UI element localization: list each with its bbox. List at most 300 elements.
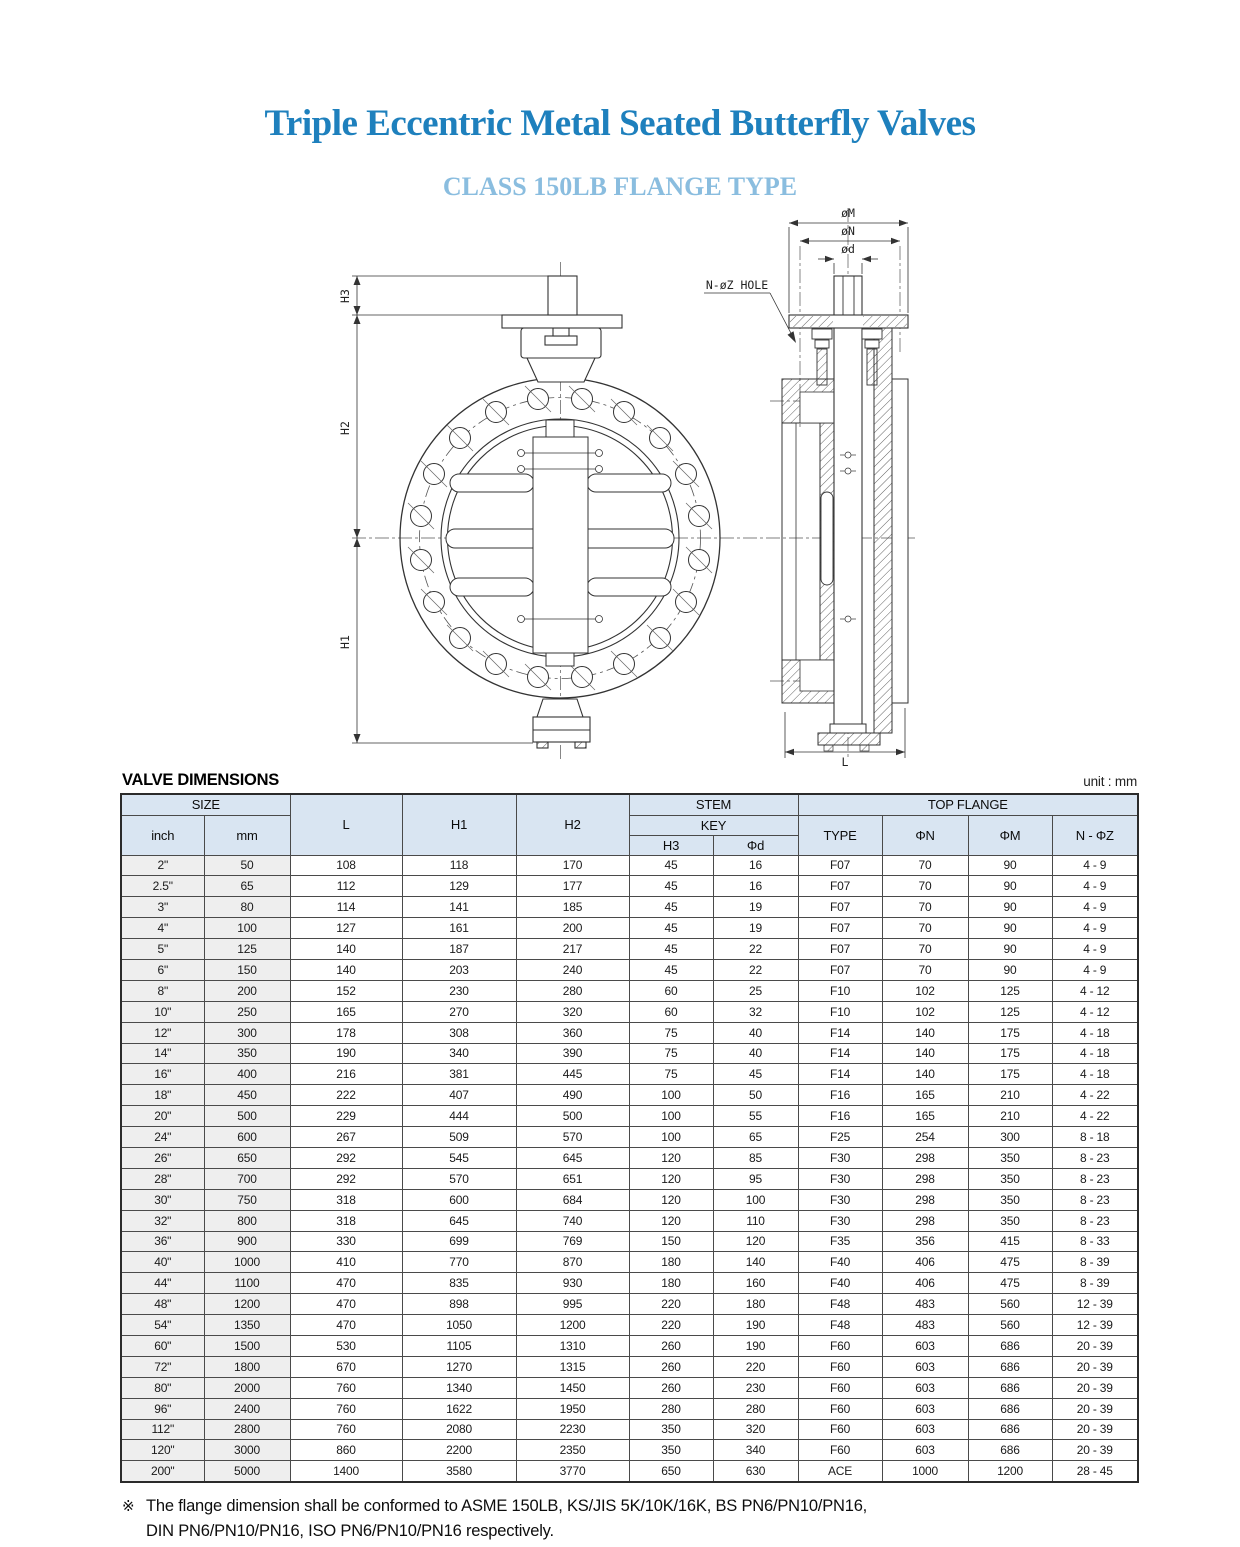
table-cell: 125 — [204, 939, 290, 960]
table-cell: 165 — [290, 1001, 402, 1022]
table-cell: 12 - 39 — [1052, 1315, 1138, 1336]
table-cell: 2000 — [204, 1377, 290, 1398]
table-cell: 96" — [121, 1398, 204, 1419]
table-cell: 110 — [713, 1210, 798, 1231]
table-cell: 8 - 33 — [1052, 1231, 1138, 1252]
table-cell: 28" — [121, 1168, 204, 1189]
valve-drawing-svg — [330, 195, 1130, 785]
table-row — [121, 1356, 1138, 1377]
table-cell: 160 — [713, 1273, 798, 1294]
table-cell: 483 — [882, 1294, 968, 1315]
table-cell: 350 — [629, 1440, 713, 1461]
table-cell: 2.5" — [121, 876, 204, 897]
table-cell: 140 — [290, 959, 402, 980]
table-cell: 175 — [968, 1043, 1052, 1064]
table-cell: 20 - 39 — [1052, 1419, 1138, 1440]
table-cell: 45 — [713, 1064, 798, 1085]
dim-label-dia-n: øN — [841, 224, 855, 238]
table-cell: 650 — [629, 1461, 713, 1482]
table-cell: 475 — [968, 1252, 1052, 1273]
table-cell: 180 — [629, 1273, 713, 1294]
table-cell: F48 — [798, 1294, 882, 1315]
table-cell: 45 — [629, 897, 713, 918]
table-cell: F07 — [798, 939, 882, 960]
table-cell: 140 — [882, 1022, 968, 1043]
table-cell: 44" — [121, 1273, 204, 1294]
table-row — [121, 1064, 1138, 1085]
table-row — [121, 939, 1138, 960]
table-cell: 32 — [713, 1001, 798, 1022]
table-cell: 470 — [290, 1294, 402, 1315]
table-cell: 210 — [968, 1085, 1052, 1106]
table-row — [121, 1043, 1138, 1064]
header-inch: inch — [121, 815, 204, 855]
table-cell: 60 — [629, 980, 713, 1001]
table-cell: 70 — [882, 876, 968, 897]
table-cell: 350 — [968, 1210, 1052, 1231]
table-cell: F14 — [798, 1064, 882, 1085]
table-row — [121, 1440, 1138, 1461]
table-cell: 100 — [204, 918, 290, 939]
table-cell: 45 — [629, 876, 713, 897]
header-top-flange: TOP FLANGE — [798, 794, 1138, 815]
table-cell: 292 — [290, 1147, 402, 1168]
table-row — [121, 1273, 1138, 1294]
bottom-cover — [818, 733, 880, 745]
table-cell: 740 — [516, 1210, 629, 1231]
table-cell: 20 - 39 — [1052, 1440, 1138, 1461]
table-row — [121, 1106, 1138, 1127]
table-cell: 70 — [882, 855, 968, 876]
table-row — [121, 1001, 1138, 1022]
table-cell: 8 - 23 — [1052, 1210, 1138, 1231]
table-cell: 127 — [290, 918, 402, 939]
footnote — [122, 1494, 1022, 1544]
table-title: VALVE DIMENSIONS — [122, 770, 279, 789]
table-cell: 250 — [204, 1001, 290, 1022]
dim-label-h2: H2 — [338, 421, 352, 435]
table-cell: 760 — [290, 1398, 402, 1419]
table-cell: 50 — [713, 1085, 798, 1106]
table-cell: 2" — [121, 855, 204, 876]
table-cell: 217 — [516, 939, 629, 960]
table-cell: 350 — [968, 1189, 1052, 1210]
table-row — [121, 1461, 1138, 1482]
table-cell: 4 - 9 — [1052, 918, 1138, 939]
header-key: KEY — [629, 815, 798, 835]
table-cell: 229 — [290, 1106, 402, 1127]
table-cell: 120 — [629, 1189, 713, 1210]
table-cell: 36" — [121, 1231, 204, 1252]
table-body — [121, 855, 1138, 1482]
table-cell: 114 — [290, 897, 402, 918]
table-cell: 835 — [402, 1273, 516, 1294]
table-cell: 1270 — [402, 1356, 516, 1377]
table-cell: 760 — [290, 1377, 402, 1398]
table-cell: 175 — [968, 1022, 1052, 1043]
table-cell: 686 — [968, 1377, 1052, 1398]
table-cell: 161 — [402, 918, 516, 939]
table-cell: 330 — [290, 1231, 402, 1252]
table-cell: 20" — [121, 1106, 204, 1127]
table-cell: 2200 — [402, 1440, 516, 1461]
table-cell: 200 — [516, 918, 629, 939]
table-cell: 22 — [713, 939, 798, 960]
dim-label-h1: H1 — [338, 635, 352, 649]
table-cell: F48 — [798, 1315, 882, 1336]
table-cell: 1950 — [516, 1398, 629, 1419]
table-cell: 125 — [968, 980, 1052, 1001]
table-cell: F14 — [798, 1022, 882, 1043]
table-row — [121, 980, 1138, 1001]
table-cell: 90 — [968, 855, 1052, 876]
table-cell: 129 — [402, 876, 516, 897]
table-cell: 1000 — [204, 1252, 290, 1273]
table-cell: 4 - 9 — [1052, 876, 1138, 897]
header-phi-n: ΦN — [882, 815, 968, 855]
table-cell: F60 — [798, 1419, 882, 1440]
table-cell: 350 — [204, 1043, 290, 1064]
table-cell: 770 — [402, 1252, 516, 1273]
table-cell: 340 — [402, 1043, 516, 1064]
table-cell: 270 — [402, 1001, 516, 1022]
table-cell: 3000 — [204, 1440, 290, 1461]
dim-label-h3: H3 — [338, 289, 352, 303]
table-cell: 120 — [629, 1147, 713, 1168]
table-cell: 267 — [290, 1127, 402, 1148]
table-cell: 280 — [629, 1398, 713, 1419]
table-cell: 180 — [713, 1294, 798, 1315]
table-cell: 686 — [968, 1440, 1052, 1461]
table-cell: 19 — [713, 897, 798, 918]
table-cell: 2800 — [204, 1419, 290, 1440]
table-cell: 600 — [204, 1127, 290, 1148]
table-cell: 95 — [713, 1168, 798, 1189]
table-cell: 280 — [713, 1398, 798, 1419]
table-cell: 75 — [629, 1022, 713, 1043]
footnote-line1: The flange dimension shall be conformed to ASME 150LB, KS/JIS 5K/10K/16K, BS PN6/PN10/PN16, — [146, 1497, 868, 1515]
table-cell: 8" — [121, 980, 204, 1001]
table-row — [121, 1085, 1138, 1106]
table-cell: 20 - 39 — [1052, 1377, 1138, 1398]
table-cell: 500 — [204, 1106, 290, 1127]
table-row — [121, 1377, 1138, 1398]
table-cell: 190 — [290, 1043, 402, 1064]
table-cell: 40 — [713, 1022, 798, 1043]
table-cell: F60 — [798, 1377, 882, 1398]
table-cell: 48" — [121, 1294, 204, 1315]
table-cell: 102 — [882, 1001, 968, 1022]
table-cell: 300 — [968, 1127, 1052, 1148]
side-stem — [834, 276, 862, 728]
table-cell: 1315 — [516, 1356, 629, 1377]
header-phi-m: ΦM — [968, 815, 1052, 855]
header-l: L — [290, 794, 402, 855]
side-view — [782, 276, 908, 751]
table-cell: 1200 — [204, 1294, 290, 1315]
table-cell: 19 — [713, 918, 798, 939]
table-cell: 20 - 39 — [1052, 1398, 1138, 1419]
table-cell: 80" — [121, 1377, 204, 1398]
table-cell: 630 — [713, 1461, 798, 1482]
table-cell: 8 - 23 — [1052, 1189, 1138, 1210]
table-cell: 8 - 39 — [1052, 1252, 1138, 1273]
table-cell: F30 — [798, 1189, 882, 1210]
table-cell: 898 — [402, 1294, 516, 1315]
table-cell: 45 — [629, 959, 713, 980]
table-cell: 280 — [516, 980, 629, 1001]
table-cell: 483 — [882, 1315, 968, 1336]
table-cell: 340 — [713, 1440, 798, 1461]
table-cell: 200" — [121, 1461, 204, 1482]
table-cell: 200 — [204, 980, 290, 1001]
table-cell: 90 — [968, 897, 1052, 918]
header-h3: H3 — [629, 835, 713, 855]
unit-label: unit : mm — [1083, 774, 1137, 789]
table-cell: 1350 — [204, 1315, 290, 1336]
table-cell: 40" — [121, 1252, 204, 1273]
table-cell: F30 — [798, 1210, 882, 1231]
table-cell: 292 — [290, 1168, 402, 1189]
table-cell: 40 — [713, 1043, 798, 1064]
table-cell: 356 — [882, 1231, 968, 1252]
table-cell: 4 - 18 — [1052, 1043, 1138, 1064]
table-cell: 100 — [713, 1189, 798, 1210]
table-cell: 210 — [968, 1106, 1052, 1127]
table-cell: 1000 — [882, 1461, 968, 1482]
table-cell: F40 — [798, 1252, 882, 1273]
table-cell: F40 — [798, 1273, 882, 1294]
table-cell: 150 — [204, 959, 290, 980]
table-cell: 6" — [121, 959, 204, 980]
table-cell: 4 - 12 — [1052, 1001, 1138, 1022]
table-cell: 686 — [968, 1419, 1052, 1440]
table-cell: 90 — [968, 876, 1052, 897]
table-cell: 490 — [516, 1085, 629, 1106]
page-title: Triple Eccentric Metal Seated Butterfly Valves — [264, 103, 976, 144]
table-cell: 560 — [968, 1294, 1052, 1315]
table-cell: 2080 — [402, 1419, 516, 1440]
flange-face-right — [892, 379, 908, 703]
table-row — [121, 959, 1138, 980]
table-cell: 8 - 39 — [1052, 1273, 1138, 1294]
valve-technical-drawing — [330, 195, 1130, 785]
table-cell: 1200 — [516, 1315, 629, 1336]
table-cell: 70 — [882, 918, 968, 939]
header-h2: H2 — [516, 794, 629, 855]
dim-label-n-z-hole: N-øZ HOLE — [705, 278, 769, 292]
table-cell: 800 — [204, 1210, 290, 1231]
table-cell: 603 — [882, 1419, 968, 1440]
table-cell: 60" — [121, 1335, 204, 1356]
table-cell: 177 — [516, 876, 629, 897]
table-cell: 760 — [290, 1419, 402, 1440]
header-n-phi-z: N - ΦZ — [1052, 815, 1138, 855]
table-cell: F60 — [798, 1440, 882, 1461]
table-row — [121, 1168, 1138, 1189]
table-cell: 570 — [402, 1168, 516, 1189]
front-stem — [548, 276, 577, 315]
front-dimensions — [352, 276, 548, 743]
table-cell: 700 — [204, 1168, 290, 1189]
table-cell: 216 — [290, 1064, 402, 1085]
table-cell: 603 — [882, 1398, 968, 1419]
table-cell: 90 — [968, 939, 1052, 960]
table-cell: 50 — [204, 855, 290, 876]
table-cell: 1500 — [204, 1335, 290, 1356]
table-row — [121, 1398, 1138, 1419]
table-cell: 22 — [713, 959, 798, 980]
table-cell: 85 — [713, 1147, 798, 1168]
footnote-line2: DIN PN6/PN10/PN16, ISO PN6/PN10/PN16 respectively. — [146, 1522, 554, 1540]
table-cell: 686 — [968, 1335, 1052, 1356]
table-cell: 320 — [713, 1419, 798, 1440]
table-cell: 260 — [629, 1377, 713, 1398]
table-cell: 260 — [629, 1335, 713, 1356]
table-cell: 55 — [713, 1106, 798, 1127]
table-row — [121, 1231, 1138, 1252]
table-cell: 16 — [713, 876, 798, 897]
table-cell: 350 — [629, 1419, 713, 1440]
table-cell: 187 — [402, 939, 516, 960]
table-cell: 170 — [516, 855, 629, 876]
header-type: TYPE — [798, 815, 882, 855]
table-cell: 70 — [882, 939, 968, 960]
table-cell: 150 — [629, 1231, 713, 1252]
table-row — [121, 918, 1138, 939]
table-cell: 220 — [629, 1315, 713, 1336]
table-cell: F25 — [798, 1127, 882, 1148]
table-cell: F16 — [798, 1106, 882, 1127]
table-cell: 603 — [882, 1377, 968, 1398]
table-header — [121, 794, 1138, 855]
table-cell: 180 — [629, 1252, 713, 1273]
table-cell: 298 — [882, 1147, 968, 1168]
table-cell: 930 — [516, 1273, 629, 1294]
table-cell: 100 — [629, 1085, 713, 1106]
table-cell: 769 — [516, 1231, 629, 1252]
disc-edge — [821, 492, 833, 585]
table-cell: 415 — [968, 1231, 1052, 1252]
table-cell: 470 — [290, 1273, 402, 1294]
dim-label-l: L — [841, 755, 849, 769]
table-cell: 32" — [121, 1210, 204, 1231]
table-cell: 120" — [121, 1440, 204, 1461]
table-cell: 3580 — [402, 1461, 516, 1482]
table-cell: F07 — [798, 959, 882, 980]
table-cell: 120 — [713, 1231, 798, 1252]
table-cell: 254 — [882, 1127, 968, 1148]
table-cell: 12 - 39 — [1052, 1294, 1138, 1315]
table-cell: 20 - 39 — [1052, 1356, 1138, 1377]
table-cell: 298 — [882, 1189, 968, 1210]
table-cell: 406 — [882, 1252, 968, 1273]
table-cell: 4 - 9 — [1052, 939, 1138, 960]
table-cell: 4" — [121, 918, 204, 939]
table-cell: 1340 — [402, 1377, 516, 1398]
table-cell: 5000 — [204, 1461, 290, 1482]
table-cell: 1400 — [290, 1461, 402, 1482]
table-cell: 100 — [629, 1106, 713, 1127]
body-wall-right — [874, 328, 892, 733]
table-cell: 220 — [713, 1356, 798, 1377]
table-cell: F16 — [798, 1085, 882, 1106]
table-cell: 260 — [629, 1356, 713, 1377]
table-row — [121, 1252, 1138, 1273]
table-cell: 570 — [516, 1127, 629, 1148]
table-cell: 112 — [290, 876, 402, 897]
header-h1: H1 — [402, 794, 516, 855]
table-cell: 470 — [290, 1315, 402, 1336]
table-cell: F60 — [798, 1356, 882, 1377]
table-cell: F60 — [798, 1398, 882, 1419]
table-cell: 545 — [402, 1147, 516, 1168]
table-cell: 14" — [121, 1043, 204, 1064]
table-cell: F10 — [798, 980, 882, 1001]
table-cell: 4 - 18 — [1052, 1064, 1138, 1085]
table-cell: 75 — [629, 1043, 713, 1064]
table-cell: 360 — [516, 1022, 629, 1043]
table-cell: 600 — [402, 1189, 516, 1210]
table-row — [121, 897, 1138, 918]
table-cell: 152 — [290, 980, 402, 1001]
table-cell: 230 — [402, 980, 516, 1001]
table-cell: 651 — [516, 1168, 629, 1189]
table-cell: 900 — [204, 1231, 290, 1252]
table-row — [121, 1294, 1138, 1315]
table-row — [121, 855, 1138, 876]
table-cell: 650 — [204, 1147, 290, 1168]
table-cell: 141 — [402, 897, 516, 918]
table-cell: 509 — [402, 1127, 516, 1148]
table-cell: 4 - 9 — [1052, 855, 1138, 876]
table-cell: 4 - 22 — [1052, 1106, 1138, 1127]
table-cell: 350 — [968, 1168, 1052, 1189]
table-cell: 90 — [968, 959, 1052, 980]
table-cell: F10 — [798, 1001, 882, 1022]
table-cell: 298 — [882, 1168, 968, 1189]
table-cell: 60 — [629, 1001, 713, 1022]
table-cell: 350 — [968, 1147, 1052, 1168]
table-row — [121, 1189, 1138, 1210]
table-cell: 1050 — [402, 1315, 516, 1336]
table-cell: 65 — [204, 876, 290, 897]
table-cell: 300 — [204, 1022, 290, 1043]
table-cell: 190 — [713, 1335, 798, 1356]
table-row — [121, 1315, 1138, 1336]
table-cell: 410 — [290, 1252, 402, 1273]
table-cell: 3" — [121, 897, 204, 918]
dim-label-dia-m: øM — [841, 206, 855, 220]
table-row — [121, 1210, 1138, 1231]
table-cell: 2230 — [516, 1419, 629, 1440]
table-cell: F07 — [798, 897, 882, 918]
table-cell: 118 — [402, 855, 516, 876]
table-cell: 2350 — [516, 1440, 629, 1461]
table-cell: 102 — [882, 980, 968, 1001]
top-bracket — [502, 276, 622, 382]
table-row — [121, 1127, 1138, 1148]
table-cell: 140 — [882, 1064, 968, 1085]
table-cell: 175 — [968, 1064, 1052, 1085]
table-cell: 4 - 12 — [1052, 980, 1138, 1001]
table-cell: 45 — [629, 855, 713, 876]
table-row — [121, 876, 1138, 897]
table-cell: 1105 — [402, 1335, 516, 1356]
table-cell: 320 — [516, 1001, 629, 1022]
table-cell: 16" — [121, 1064, 204, 1085]
table-cell: 870 — [516, 1252, 629, 1273]
